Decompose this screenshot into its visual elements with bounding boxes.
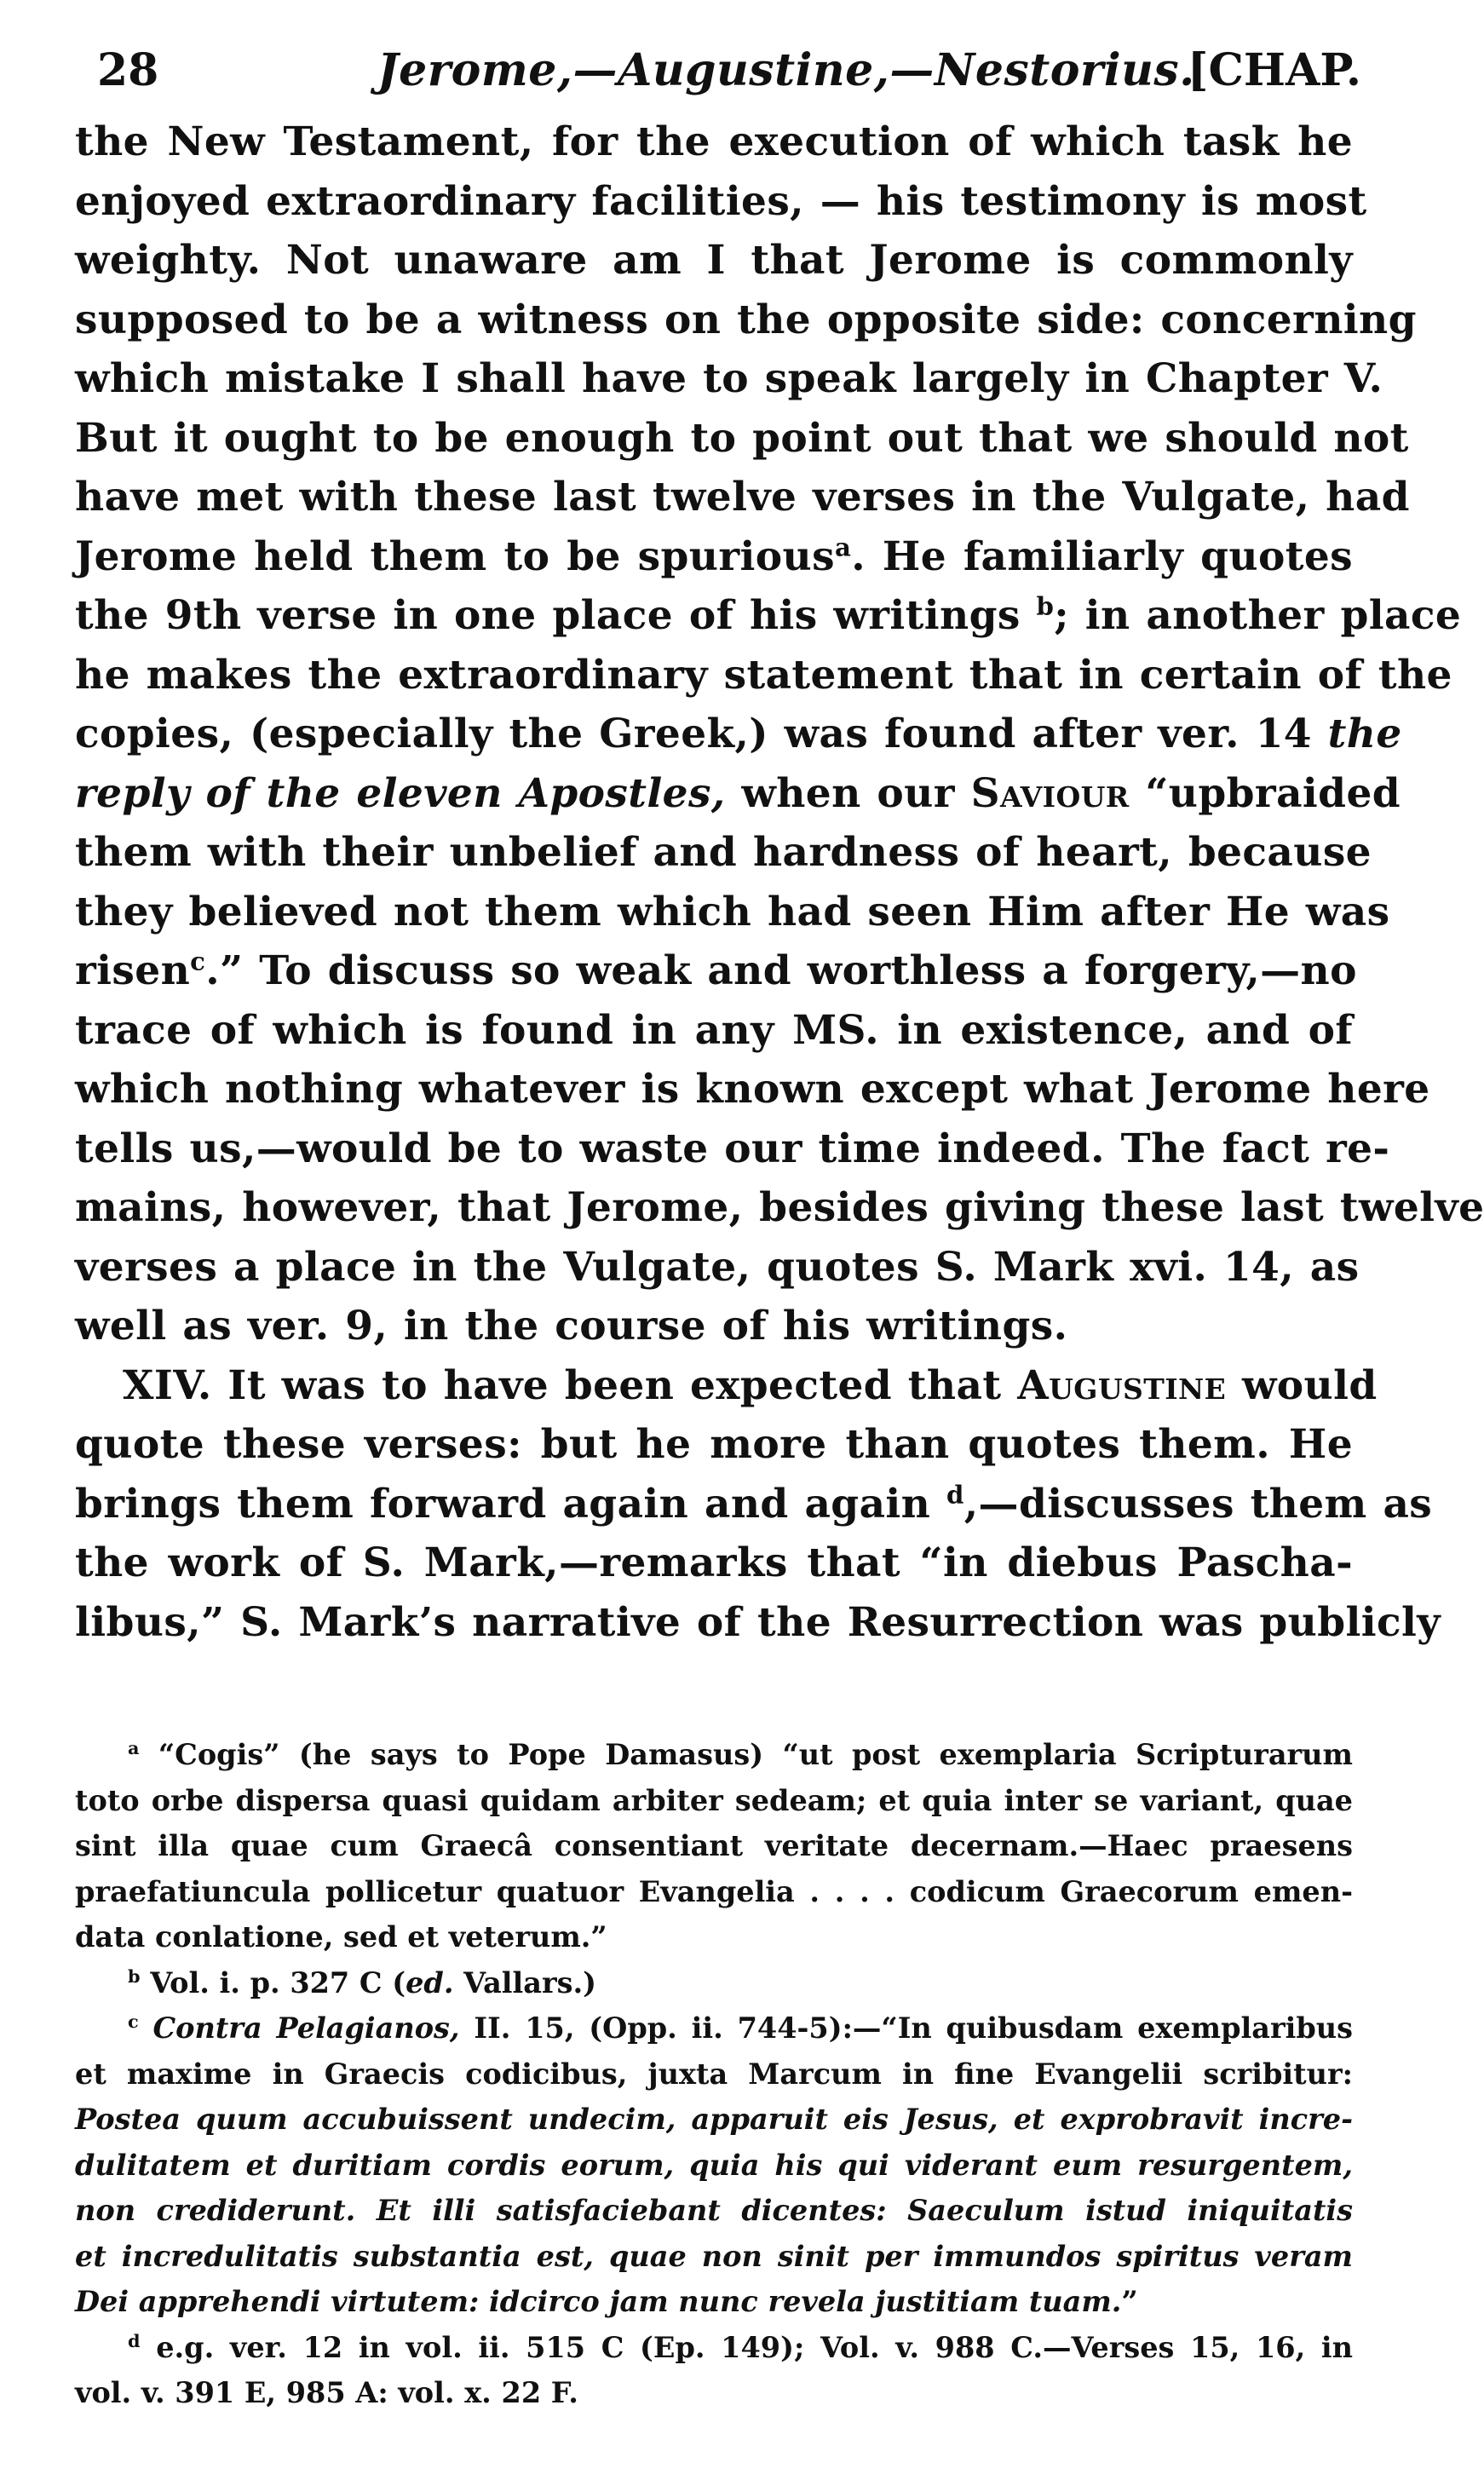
text-span: Et illi satisfaciebant dicentes: Saeculum istud iniquitatis [376, 2194, 1354, 2227]
text-line: have met with these last twelve verses in the Vulgate, had [75, 474, 1410, 521]
text-line [75, 1356, 1378, 1416]
text-span: Jerome held them to be spurious [75, 532, 835, 580]
footnote-line: praefatiuncula pollicetur quatuor Evangelia . . . . codicum Graecorum emen- [75, 1874, 1353, 1908]
text-line [75, 1475, 1433, 1534]
text-span: .” To discuss so weak and worthless a forgery,—no [205, 947, 1357, 994]
text-line: weighty. Not unaware am I that Jerome is commonly [75, 237, 1353, 284]
text-span: ,—discusses them as [963, 1480, 1433, 1528]
footnote-b [75, 1960, 1353, 2006]
text-line: verses a place in the Vulgate, quotes S. Mark xvi. 14, as [75, 1243, 1360, 1291]
text-line: well as ver. 9, in the course of his writings. [75, 1303, 1068, 1349]
footnote-d [75, 2325, 1353, 2371]
running-head [75, 44, 1361, 112]
footnote-ref-b: b [1036, 591, 1055, 621]
footnotes [75, 1732, 1353, 2416]
text-span: e.g. ver. 12 in vol. ii. 515 C (Ep. 149); Vol. v. 988 C.—Verses 15, 16, in [156, 2330, 1353, 2364]
text-line: they believed not them which had seen Him after He was [75, 888, 1390, 935]
text-span: ; in another place [1054, 592, 1462, 639]
text-line [75, 586, 1462, 646]
text-span: “upbraided [1145, 769, 1401, 817]
text-span: XIV. It was to have been expected that [123, 1361, 1002, 1409]
chapter-mark: [CHAP. [1187, 44, 1361, 96]
text-span: II. 15, (Opp. ii. 744-5):—“In quibusdam exemplaribus [474, 2011, 1353, 2045]
text-span: “Cogis” (he says to Pope Damasus) “ut post exemplaria Scripturarum [158, 1738, 1353, 1771]
footnote-line: data conlatione, sed et veterum.” [75, 1920, 607, 1954]
text-line: trace of which is found in any MS. in existence, and of [75, 1006, 1353, 1054]
footnote-line [75, 2188, 1353, 2234]
text-line: mains, however, that Jerome, besides giving these last twelve [75, 1184, 1484, 1231]
text-span: ” [1121, 2285, 1138, 2318]
footnote-mark: a [128, 1736, 140, 1758]
italic-span: Dei apprehendi virtutem: idcirco jam nunc revela justitiam tuam. [75, 2285, 1122, 2318]
footnote-line: Postea quum accubuissent undecim, apparuit eis Jesus, et exprobravit incre- [75, 2103, 1353, 2136]
text-line: enjoyed extraordinary facilities, — his testimony is most [75, 177, 1367, 225]
text-span: when our [741, 769, 955, 817]
text-span: Vallars.) [463, 1965, 596, 2000]
text-line: quote these verses: but he more than quotes them. He [75, 1421, 1353, 1468]
footnote-line: sint illa quae cum Graecâ consentiant veritate decernam.—Haec praesens [75, 1829, 1353, 1862]
footnote-line: et maxime in Graecis codicibus, juxta Marcum in fine Evangelii scribitur: [75, 2057, 1353, 2091]
footnote-line: et incredulitatis substantia est, quae non sinit per immundos spiritus veram [75, 2239, 1353, 2273]
text-line: tells us,—would be to waste our time indeed. The fact re- [75, 1125, 1390, 1172]
text-line: supposed to be a witness on the opposite side: concerning [75, 296, 1417, 343]
footnote-ref-c: c [190, 947, 206, 976]
text-line: the work of S. Mark,—remarks that “in diebus Pascha- [75, 1539, 1353, 1586]
italic-span: Contra Pelagianos, [152, 2011, 460, 2045]
footnote-line: toto orbe dispersa quasi quidam arbiter sedeam; et quia inter se variant, quae [75, 1783, 1353, 1817]
italic-span: the [1327, 711, 1402, 757]
text-span: non crediderunt. [75, 2194, 356, 2227]
page-number: 28 [97, 44, 159, 96]
text-line: libus,” S. Mark’s narrative of the Resurrection was publicly [75, 1598, 1441, 1646]
text-span: risen [75, 947, 191, 994]
text-line: them with their unbelief and hardness of heart, because [75, 829, 1372, 876]
small-caps-span: Augustine [1017, 1361, 1227, 1409]
text-span: the 9th verse in one place of his writings [75, 592, 1021, 639]
footnote-ref-d: d [946, 1479, 964, 1509]
text-line [75, 764, 1401, 824]
text-span: brings them forward again and again [75, 1480, 931, 1528]
book-page [75, 44, 1484, 2416]
italic-span: ed. [406, 1965, 454, 2000]
footnote-mark: d [128, 2329, 141, 2351]
footnote-line [75, 2279, 1353, 2325]
text-span: . He familiarly quotes [851, 532, 1353, 580]
text-line: which mistake I shall have to speak largely in Chapter V. [75, 355, 1383, 402]
text-span: Vol. i. p. 327 C ( [150, 1965, 406, 2000]
footnote-line: dulitatem et duritiam cordis eorum, quia his qui viderant eum resurgentem, [75, 2148, 1353, 2182]
running-title: Jerome,—Augustine,—Nestorius. [377, 44, 1195, 96]
footnote-a [75, 1732, 1353, 1778]
text-line: which nothing whatever is known except what Jerome here [75, 1066, 1430, 1113]
text-line: the New Testament, for the execution of which task he [75, 118, 1353, 165]
main-text [75, 112, 1484, 1652]
text-span: copies, (especially the Greek,) was found after ver. 14 [75, 711, 1312, 757]
text-span: would [1241, 1361, 1378, 1409]
text-line [75, 941, 1357, 1001]
text-line: But it ought to be enough to point out that we should not [75, 414, 1409, 462]
footnote-mark: b [128, 1965, 141, 1987]
footnote-mark: c [128, 2010, 139, 2032]
italic-span: reply of the eleven Apostles, [75, 769, 726, 817]
footnote-line: vol. v. 391 E, 985 A: vol. x. 22 F. [75, 2376, 578, 2409]
text-line: he makes the extraordinary statement that in certain of the [75, 651, 1452, 699]
footnote-ref-a: a [834, 532, 852, 561]
small-caps-span: Saviour [970, 769, 1130, 817]
text-line [75, 705, 1402, 764]
footnote-c [75, 2005, 1353, 2051]
text-line [75, 527, 1353, 587]
